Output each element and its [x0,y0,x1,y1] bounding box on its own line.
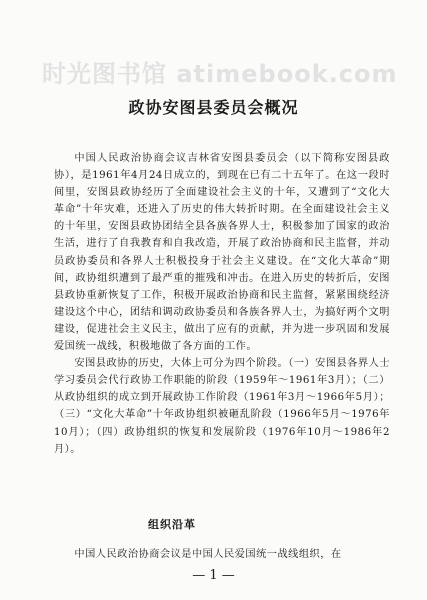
section-heading: 组织沿革 [148,518,196,531]
watermark: 时光图书馆 atimebook.com [42,60,398,88]
paragraph-intro: 中国人民政治协商会议吉林省安图县委员会（以下简称安图县政协），是1961年4月24日成立的，到现在已有二十五年了。在这一段时间里，安图县政协经历了全面建设社会主义的十年，又遭到了“文化大革命”十年灾难，还进入了历史的伟大转折时期。在全面建设社会主义的十年里，安图县政协团结全县各族各界人士，积极参加了国家的政治生活，进行了自我教育和自我改造，开展了政治协商和民主监督，并动员政协委员和各界人士积极投身于社会主义建设。在“文化大革命”期间，政协组织遭到了最严重的摧残和冲击。在进入历史的转折后，安图县政协重新恢复了工作，积极开展政治协商和民主监督，紧紧围绕经济建设这个中心，团结和调动政协委员和各族各界人士，为搞好两个文明建设，促进社会主义民主，做出了应有的贡献，并为进一步巩固和发展爱国统一战线，积极地做了各方面的工作。 [54,153,390,353]
body-text [54,150,390,458]
paragraph-stages: 安图县政协的历史，大体上可分为四个阶段。（一）安图县各界人士学习委员会代行政协工作职能的阶段（1959年～1961年3月）；（二）从政协组织的成立到开展政协工作阶段（1961年3月～1966年5月）；（三）“文化大革命”十年政协组织被砸乱阶段（1966年5月～1976年10月）；（四）政协组织的恢复和发展阶段（1976年10月～1986年2月）。 [54,358,390,455]
paragraph-organization: 中国人民政治协商会议是中国人民爱国统一战线组织，在 [74,549,342,560]
page-title: 政协安图县委员会概况 [128,98,299,117]
page-number: — 1 — [192,568,235,583]
